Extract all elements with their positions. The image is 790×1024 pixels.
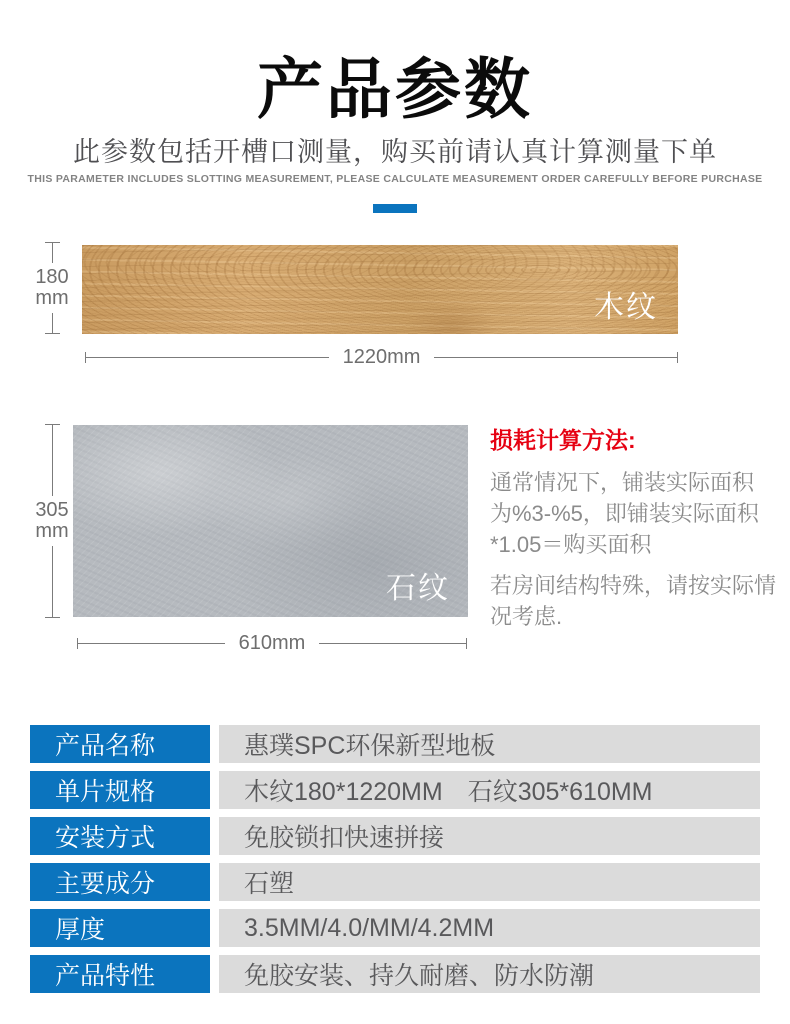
dimension-line [319, 643, 467, 644]
dimension-line [77, 643, 225, 644]
page-subtitle-english: THIS PARAMETER INCLUDES SLOTTING MEASUREMENT, PLEASE CALCULATE MEASUREMENT ORDER CAREFULLY BEFORE PURCHASE [27, 173, 763, 185]
wood-grain-sample-image [82, 245, 678, 334]
stone-height-number: 305 [35, 499, 69, 521]
blue-divider-bar [373, 204, 417, 213]
dimension-line [85, 357, 329, 358]
cell-gap [210, 863, 219, 901]
cell-gap [210, 725, 219, 763]
cell-gap [210, 771, 219, 809]
table-row-features [30, 955, 760, 993]
row-label: 厚度 [30, 909, 210, 947]
row-label: 主要成分 [30, 863, 210, 901]
row-value: 木纹180*1220MM 石纹305*610MM [219, 771, 760, 809]
wood-width-value: 1220mm [342, 345, 421, 368]
wood-width-dimension [85, 345, 678, 368]
loss-note-line2: 若房间结构特殊，请按实际情况考虑. [490, 572, 777, 629]
wood-grain-label: 木纹 [594, 291, 658, 324]
wood-height-unit: mm [35, 287, 69, 309]
table-row-installation [30, 817, 760, 855]
loss-calculation-note [490, 422, 782, 632]
table-row-thickness [30, 909, 760, 947]
cell-gap [210, 817, 219, 855]
page-subtitle: 此参数包括开槽口测量，购买前请认真计算测量下单 [73, 137, 717, 167]
stone-height-dimension [30, 424, 74, 618]
dimension-line [434, 357, 678, 358]
stone-grain-label: 石纹 [386, 572, 450, 605]
table-row-piece-spec [30, 771, 760, 809]
spec-table [30, 725, 760, 1001]
dimension-line [52, 546, 53, 618]
stone-width-dimension [77, 631, 467, 654]
wood-height-value [35, 263, 68, 313]
row-value: 石塑 [219, 863, 760, 901]
cell-gap [210, 909, 219, 947]
table-row-product-name [30, 725, 760, 763]
page-title: 产品参数 [257, 52, 533, 126]
row-label: 产品名称 [30, 725, 210, 763]
stone-width-value: 610mm [238, 631, 306, 654]
stone-height-unit: mm [35, 520, 69, 542]
dimension-line [52, 313, 53, 334]
row-value: 免胶安装、持久耐磨、防水防潮 [219, 955, 760, 993]
loss-note-title: 损耗计算方法: [490, 427, 636, 453]
wood-height-number: 180 [35, 266, 69, 288]
stone-grain-sample-image [73, 425, 468, 617]
row-label: 产品特性 [30, 955, 210, 993]
stone-height-value [35, 496, 68, 546]
row-label: 单片规格 [30, 771, 210, 809]
row-value: 惠璞SPC环保新型地板 [219, 725, 760, 763]
loss-note-line1: 通常情况下，铺装实际面积为%3-%5，即铺装实际面积*1.05＝购买面积 [490, 470, 759, 558]
table-row-main-component [30, 863, 760, 901]
row-label: 安装方式 [30, 817, 210, 855]
cell-gap [210, 955, 219, 993]
wood-height-dimension [30, 242, 74, 334]
row-value: 3.5MM/4.0/MM/4.2MM [219, 909, 760, 947]
dimension-line [52, 424, 53, 496]
dimension-line [52, 242, 53, 263]
row-value: 免胶锁扣快速拼接 [219, 817, 760, 855]
